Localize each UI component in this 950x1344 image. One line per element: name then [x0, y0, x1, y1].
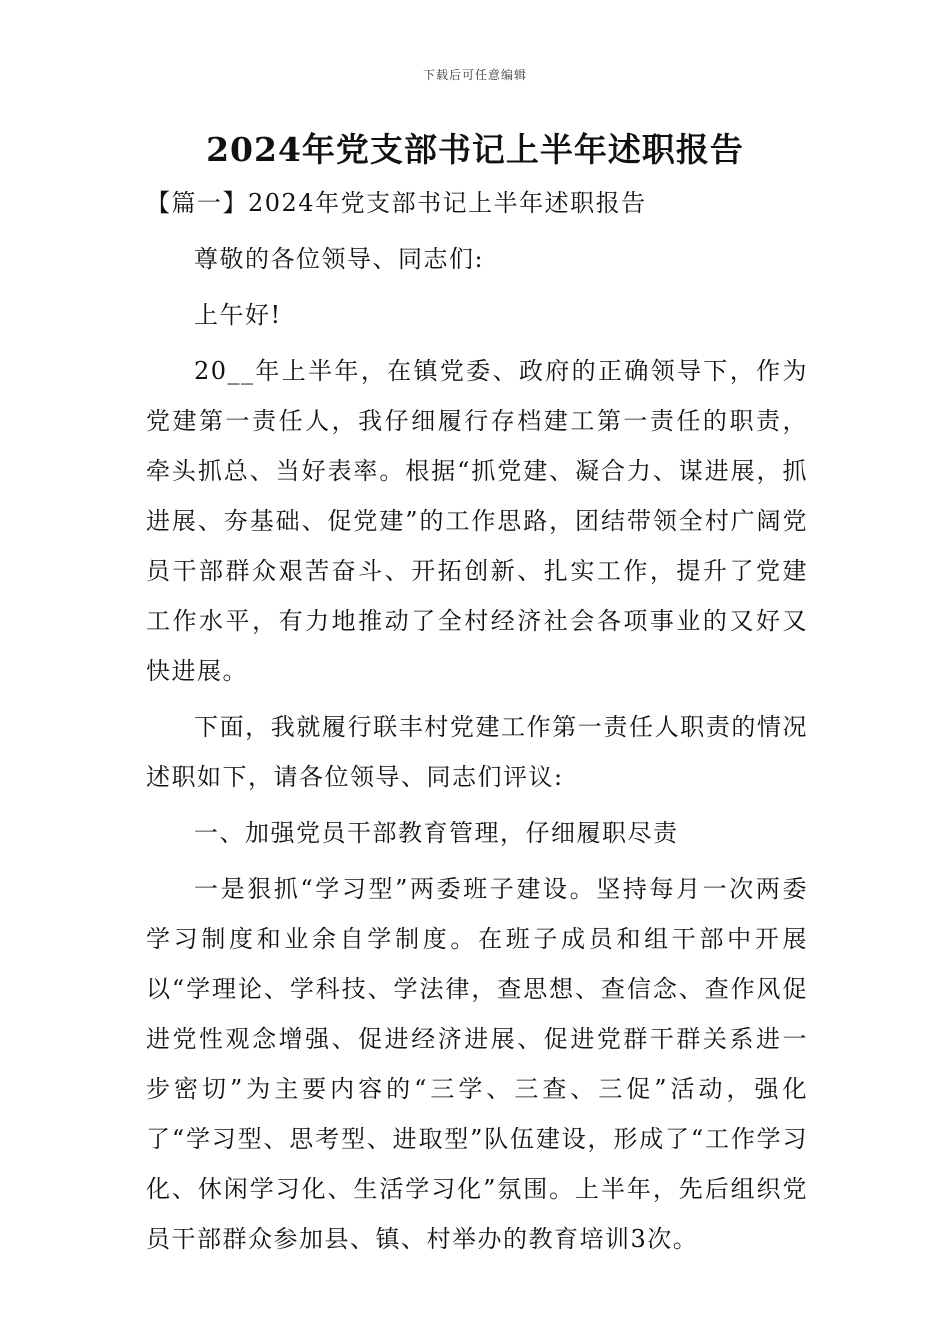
greeting: 上午好! — [194, 301, 282, 329]
document-body — [146, 178, 808, 1264]
body-paragraph: 下面，我就履行联丰村党建工作第一责任人职责的情况述职如下，请各位领导、同志们评议: — [146, 713, 808, 791]
document-title: 2024年党支部书记上半年述职报告 — [206, 130, 744, 169]
body-paragraph: 20__年上半年，在镇党委、政府的正确领导下，作为党建第一责任人，我仔细履行存档建工第一责任的职责，牵头抓总、当好表率。根据“抓党建、凝合力、谋进展，抓进展、夯基础、促党建”的工作思路，团结带领全村广阔党员干部群众艰苦奋斗、开拓创新、扎实工作，提升了党建工作水平，有力地推动了全村经济社会各项事业的又好又快进展。 — [146, 357, 808, 685]
section-heading: 【篇一】2024年党支部书记上半年述职报告 — [146, 189, 647, 217]
page-header-note: 下载后可任意编辑 — [422, 68, 527, 82]
section-subheading: 一、加强党员干部教育管理，仔细履职尽责 — [194, 819, 679, 847]
salutation: 尊敬的各位领导、同志们: — [194, 245, 485, 273]
body-paragraph: 一是狠抓“学习型”两委班子建设。坚持每月一次两委学习制度和业余自学制度。在班子成员和组干部中开展以“学理论、学科技、学法律，查思想、查信念、查作风促进党性观念增强、促进经济进展、促进党群干群关系进一步密切”为主要内容的“三学、三查、三促”活动，强化了“学习型、思考型、进取型”队伍建设，形成了“工作学习化、休闲学习化、生活学习化”氛围。上半年，先后组织党员干部群众参加县、镇、村举办的教育培训3次。 — [146, 875, 808, 1253]
